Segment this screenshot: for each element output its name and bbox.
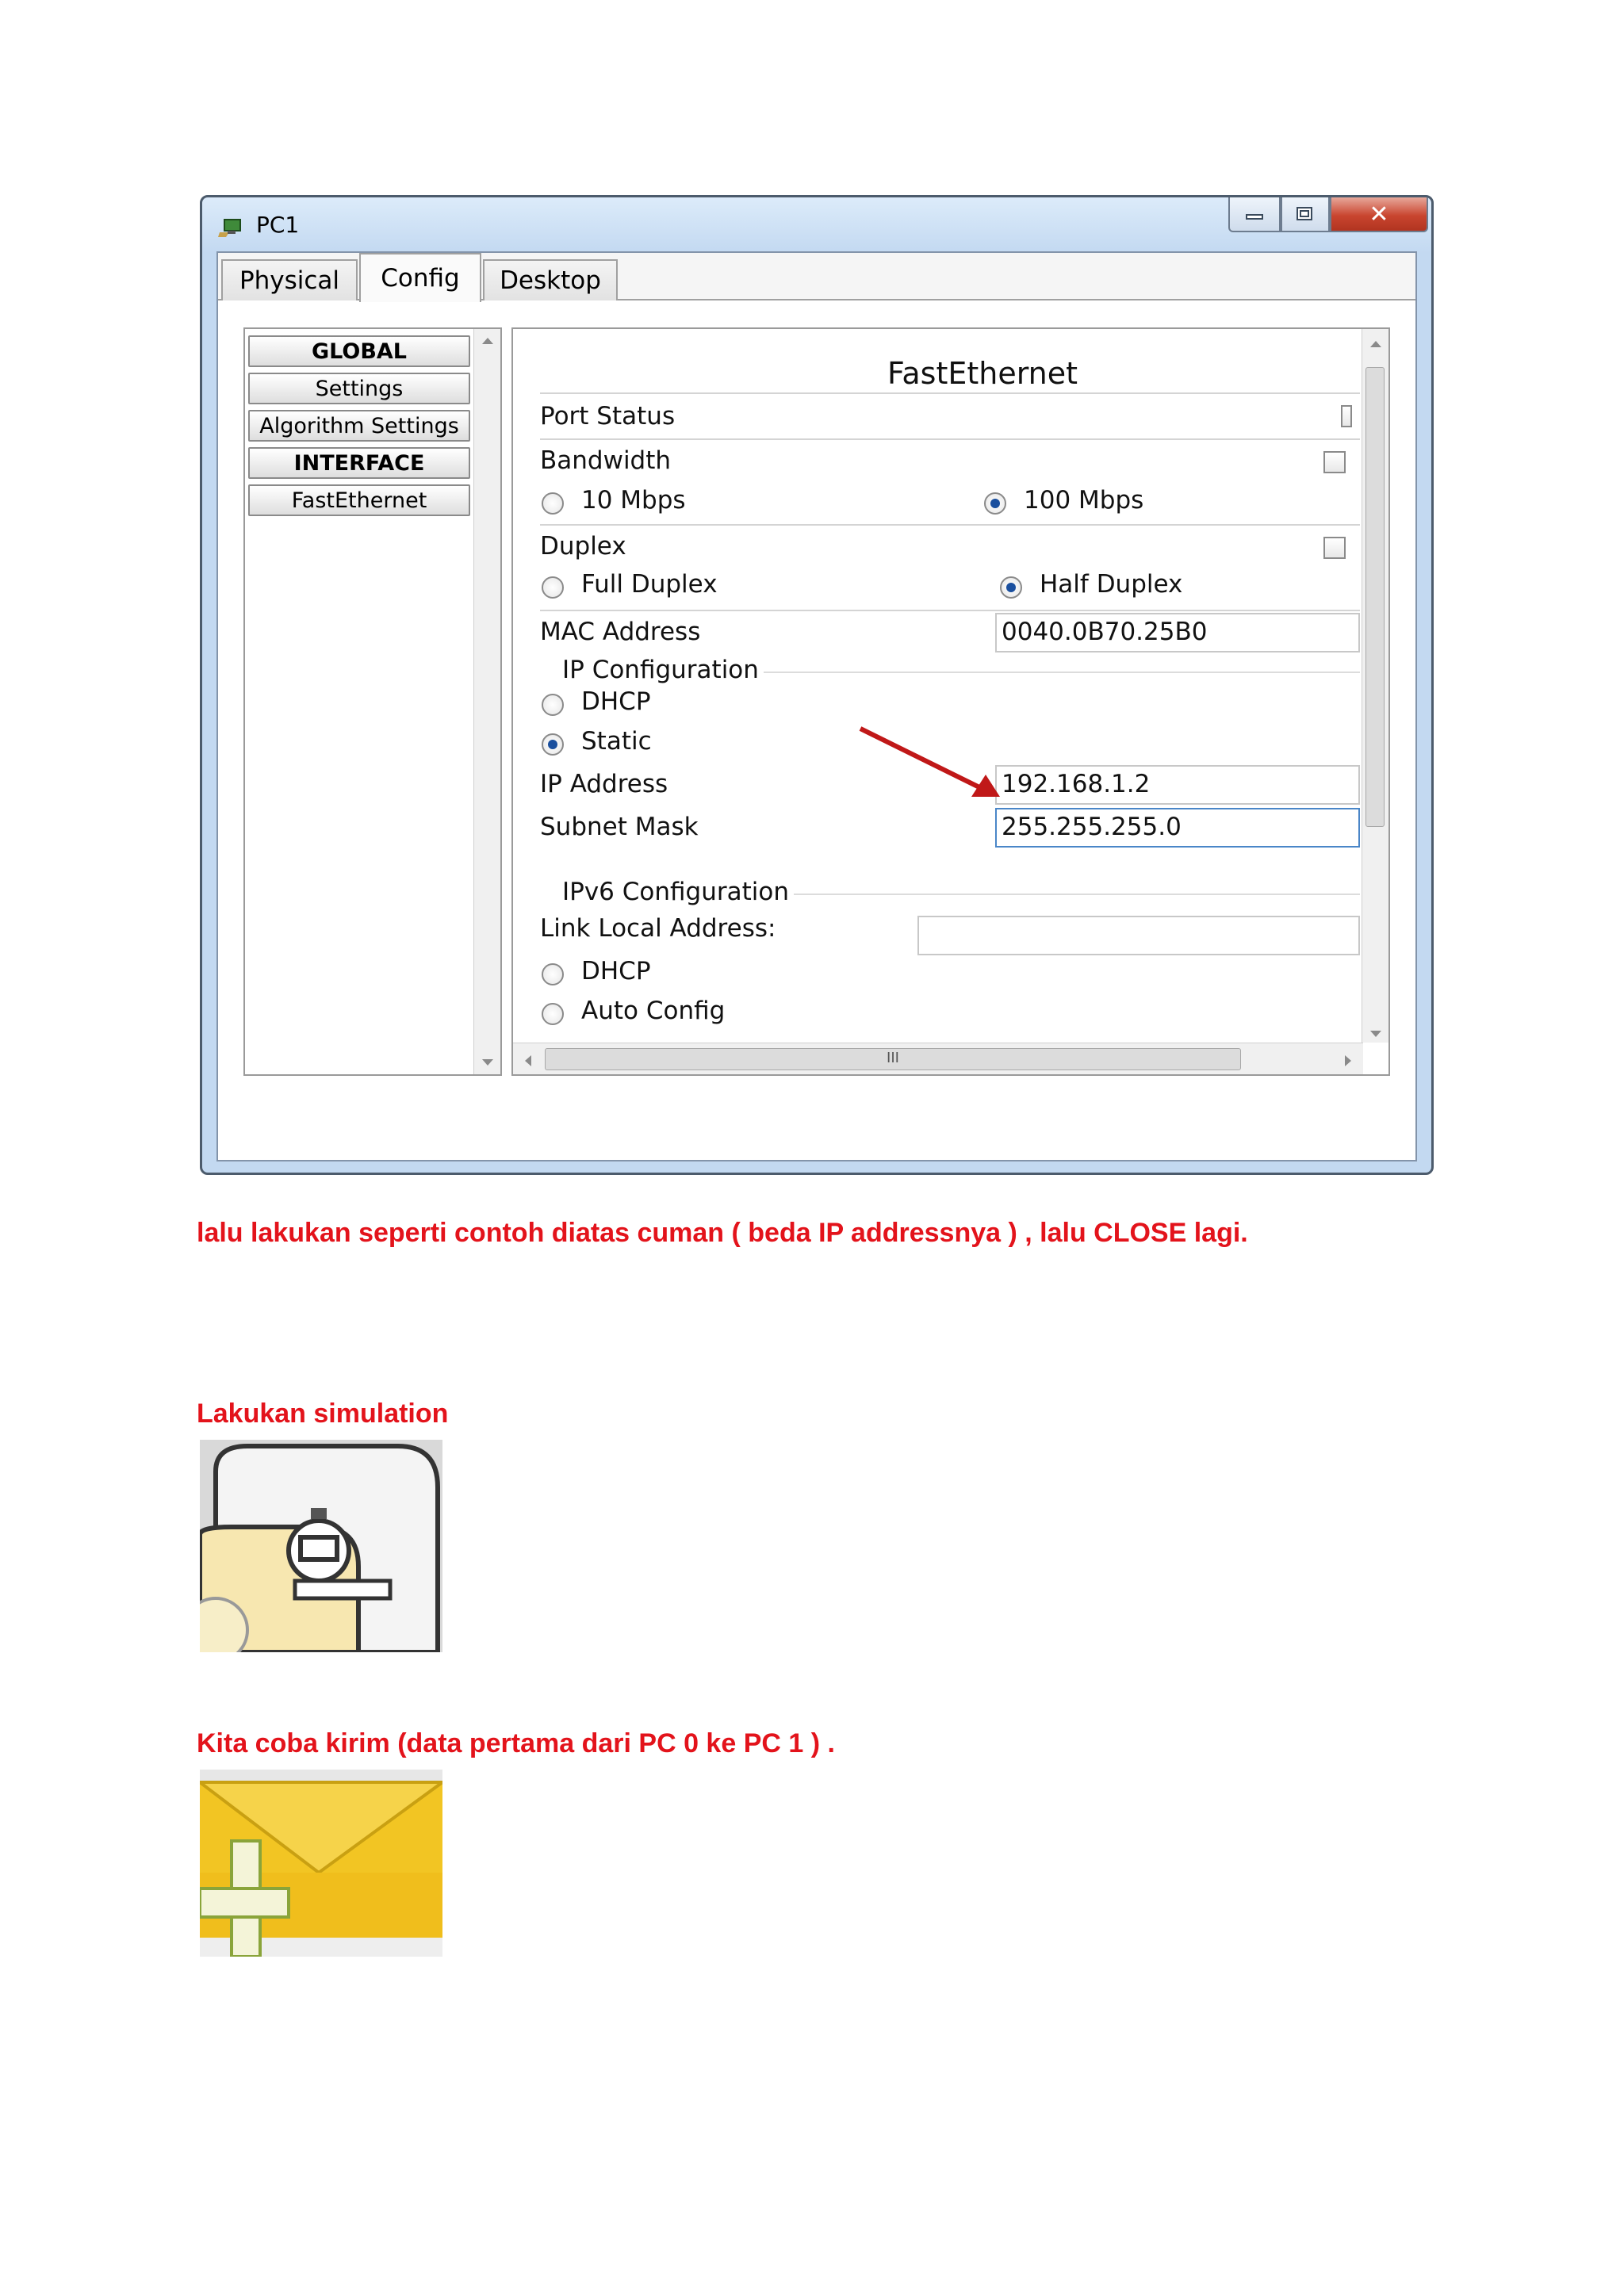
radio-full-duplex[interactable] [542, 576, 564, 599]
sidebar-item-fastethernet[interactable]: FastEthernet [248, 484, 470, 516]
label-10mbps: 10 Mbps [581, 486, 686, 515]
title-bar[interactable] [202, 197, 1431, 251]
radio-100mbps[interactable] [984, 492, 1006, 515]
divider [540, 524, 1360, 526]
maximize-icon [1295, 205, 1316, 223]
pc-app-icon [218, 215, 245, 239]
sidebar-item-algorithm-settings[interactable]: Algorithm Settings [248, 410, 470, 442]
minimize-icon [1244, 209, 1265, 220]
tab-config[interactable]: Config [359, 253, 481, 302]
port-status-checkbox[interactable] [1341, 405, 1352, 427]
label-full-duplex: Full Duplex [581, 570, 718, 599]
minimize-button[interactable] [1228, 197, 1281, 232]
add-simple-pdu-icon[interactable] [200, 1770, 442, 1957]
sidebar-item-interface[interactable]: INTERFACE [248, 447, 470, 479]
label-half-duplex: Half Duplex [1040, 570, 1183, 599]
label-auto-config: Auto Config [581, 997, 726, 1025]
divider [540, 438, 1360, 440]
ip-address-field[interactable]: 192.168.1.2 [995, 765, 1360, 805]
scroll-up-icon[interactable] [481, 337, 494, 345]
ipv6-config-group-label: IPv6 Configuration [562, 878, 789, 906]
radio-dhcp-v6[interactable] [542, 963, 564, 985]
ip-config-group-label: IP Configuration [562, 656, 759, 684]
port-status-label: Port Status [540, 402, 676, 430]
ip-config-group-line [764, 672, 1360, 673]
scroll-right-icon[interactable] [1344, 1054, 1352, 1067]
label-static: Static [581, 727, 652, 756]
scroll-left-icon[interactable] [524, 1054, 532, 1067]
panel-vertical-scrollbar[interactable] [1362, 329, 1388, 1043]
tab-physical[interactable]: Physical [221, 259, 358, 300]
radio-auto-config[interactable] [542, 1003, 564, 1025]
duplex-auto-checkbox[interactable] [1323, 537, 1346, 559]
heading-divider [540, 392, 1360, 394]
config-sidebar [243, 327, 502, 1076]
window-client-area [216, 251, 1417, 1161]
vertical-scroll-thumb[interactable] [1365, 367, 1385, 827]
close-button[interactable] [1330, 197, 1428, 232]
label-dhcp-v6: DHCP [581, 957, 651, 985]
label-dhcp: DHCP [581, 687, 651, 716]
link-local-label: Link Local Address: [540, 914, 776, 943]
panel-heading: FastEthernet [887, 356, 1078, 391]
subnet-mask-field[interactable]: 255.255.255.0 [995, 808, 1360, 848]
radio-10mbps[interactable] [542, 492, 564, 515]
ip-address-label: IP Address [540, 770, 668, 798]
scroll-down-icon[interactable] [1369, 1030, 1382, 1038]
close-icon: ✕ [1369, 200, 1389, 228]
radio-static[interactable] [542, 733, 564, 756]
radio-dhcp[interactable] [542, 694, 564, 716]
mac-address-field[interactable]: 0040.0B70.25B0 [995, 613, 1360, 652]
annotation-arrow-icon [852, 721, 1011, 808]
window-title: PC1 [256, 212, 300, 238]
mac-address-label: MAC Address [540, 618, 701, 646]
scroll-down-icon[interactable] [481, 1058, 494, 1066]
instruction-line-2: Lakukan simulation [197, 1399, 449, 1429]
horizontal-scroll-thumb[interactable]: III [545, 1048, 1241, 1070]
subnet-mask-label: Subnet Mask [540, 813, 699, 841]
bandwidth-label: Bandwidth [540, 446, 672, 475]
duplex-label: Duplex [540, 532, 626, 561]
pc1-window [200, 195, 1434, 1175]
scroll-up-icon[interactable] [1369, 340, 1382, 348]
radio-half-duplex[interactable] [1000, 576, 1022, 599]
maximize-button[interactable] [1281, 197, 1330, 232]
fastethernet-panel [511, 327, 1390, 1076]
sidebar-scrollbar[interactable] [473, 329, 500, 1074]
divider [540, 610, 1360, 611]
sidebar-item-global[interactable]: GLOBAL [248, 335, 470, 367]
instruction-line-1: lalu lakukan seperti contoh diatas cuman ( beda IP addressnya ) , lalu CLOSE lagi. [197, 1218, 1248, 1248]
tab-desktop[interactable]: Desktop [483, 259, 618, 300]
bandwidth-auto-checkbox[interactable] [1323, 451, 1346, 473]
ipv6-config-group-line [794, 894, 1360, 895]
label-100mbps: 100 Mbps [1024, 486, 1144, 515]
link-local-field[interactable] [917, 916, 1360, 955]
panel-horizontal-scrollbar[interactable] [513, 1043, 1363, 1074]
tab-bar [218, 253, 1415, 300]
instruction-line-3: Kita coba kirim (data pertama dari PC 0 ke PC 1 ) . [197, 1728, 835, 1758]
simulation-mode-icon[interactable] [200, 1440, 442, 1652]
sidebar-item-settings[interactable]: Settings [248, 373, 470, 404]
